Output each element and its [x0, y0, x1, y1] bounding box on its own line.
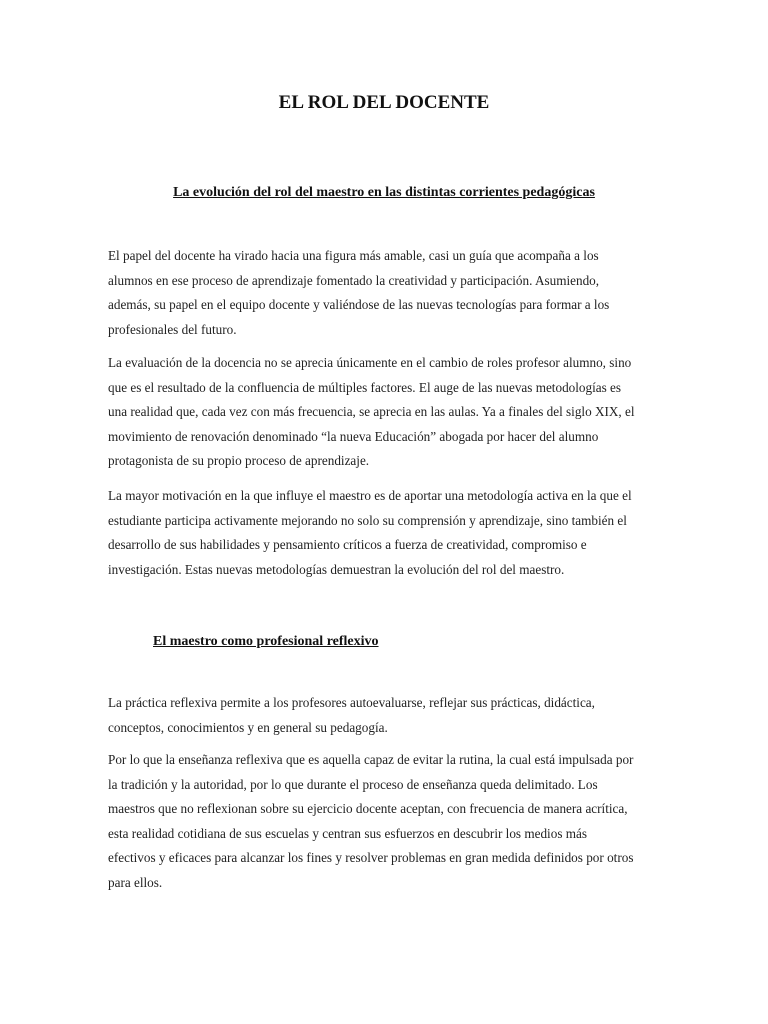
text-line: profesionales del futuro.	[108, 321, 237, 337]
section-heading-profesional-reflexivo: El maestro como profesional reflexivo	[153, 634, 379, 649]
text-line: estudiante participa activamente mejorando no solo su comprensión y aprendizaje, sino también el	[108, 512, 627, 528]
text-line: esta realidad cotidiana de sus escuelas y centran sus esfuerzos en descubrir los medios más	[108, 825, 587, 841]
paragraph-practica-reflexiva	[108, 691, 668, 740]
text-line: El papel del docente ha virado hacia una figura más amable, casi un guía que acompaña a los	[108, 248, 599, 263]
text-line: una realidad que, cada vez con más frecuencia, se aprecia en las aulas. Ya a finales del siglo XIX, el	[108, 404, 635, 420]
paragraph-evaluacion-docencia	[108, 351, 668, 474]
text-line: desarrollo de sus habilidades y pensamiento críticos a fuerza de creatividad, compromiso e	[108, 537, 587, 553]
paragraph-ensenanza-reflexiva	[108, 748, 668, 896]
text-line: La evaluación de la docencia no se aprecia únicamente en el cambio de roles profesor alumno, sino	[108, 355, 632, 370]
text-line: investigación. Estas nuevas metodologías demuestran la evolución del rol del maestro.	[108, 561, 565, 577]
text-line: conceptos, conocimientos y en general su pedagogía.	[108, 719, 388, 735]
text-line: además, su papel en el equipo docente y valiéndose de las nuevas tecnologías para formar a los	[108, 297, 610, 313]
text-line: movimiento de renovación denominado “la nueva Educación” abogada por hacer del alumno	[108, 428, 599, 444]
text-line: la tradición y la autoridad, por lo que durante el proceso de enseñanza queda delimitado. Los	[108, 776, 598, 792]
text-line: Por lo que la enseñanza reflexiva que es aquella capaz de evitar la rutina, la cual está impulsada por	[108, 752, 634, 767]
document-title: EL ROL DEL DOCENTE	[278, 92, 490, 113]
text-line: protagonista de su propio proceso de aprendizaje.	[108, 453, 370, 469]
paragraph-papel-docente	[108, 244, 668, 342]
text-line: que es el resultado de la confluencia de múltiples factores. El auge de las nuevas metodologías es	[108, 379, 622, 395]
text-line: alumnos en ese proceso de aprendizaje fomentado la creatividad y participación. Asumiendo,	[108, 272, 600, 288]
text-line: efectivos y eficaces para alcanzar los fines y resolver problemas en gran medida definidos por otros	[108, 850, 634, 866]
text-line: La mayor motivación en la que influye el maestro es de aportar una metodología activa en la que el	[108, 488, 632, 503]
document-subtitle: La evolución del rol del maestro en las distintas corrientes pedagógicas	[173, 185, 595, 200]
paragraph-motivacion-maestro	[108, 484, 668, 582]
text-line: para ellos.	[108, 874, 163, 890]
text-line: maestros que no reflexionan sobre su ejercicio docente aceptan, con frecuencia de manera acrítica,	[108, 801, 628, 817]
text-line: La práctica reflexiva permite a los profesores autoevaluarse, reflejar sus prácticas, didáctica,	[108, 695, 595, 710]
